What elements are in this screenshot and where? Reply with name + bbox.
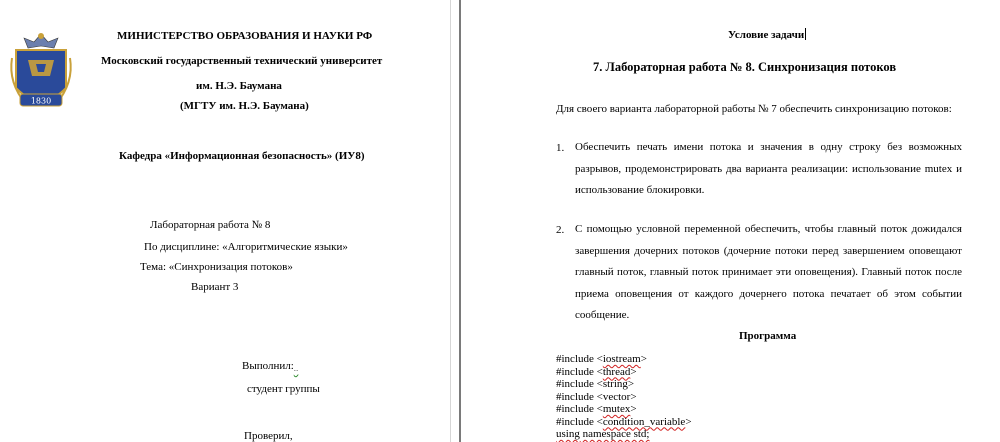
code-line-2-word: thread [602,365,631,378]
code-line-2-pre: #include < [556,365,603,378]
code-line-4: #include <vector> [556,390,637,403]
list-item-1-line-3: использование блокировки. [575,184,705,196]
task-heading[interactable] [728,28,806,41]
code-listing [556,353,692,441]
code-line-1-post: > [640,353,647,365]
student-group-label: студент группы [247,383,320,395]
university-crest-icon [6,28,76,116]
list-number-2: 2. [556,224,565,236]
code-line-1-word: iostream [602,353,641,365]
list-item-2-line-5: сообщение. [575,309,630,321]
code-line-5 [556,403,692,416]
code-line-6-pre: #include < [556,415,603,428]
topic-label: Тема: «Синхронизация потоков» [140,261,293,273]
section-title: 7. Лабораторная работа № 8. Синхронизация потоков [593,60,897,74]
list-item-1-line-2: разрывов, продемонстрировать два варианта реализации: использование mutex и [575,162,962,175]
code-line-2 [556,366,692,379]
list-item-2-line-2: завершения дочерних потоков (дочерние потоки перед завершением оповещают [575,244,962,257]
checked-label: Проверил, [244,430,293,442]
code-line-7-word: using [556,428,580,440]
university-name: Московский государственный технический университет [101,55,383,67]
university-abbr: (МГТУ им. Н.Э. Баумана) [180,100,309,112]
task-heading-text: Условие задачи [728,29,805,41]
list-item-2-line-3: главный поток, главный поток принимает эти оповещения). Главный поток после [575,266,962,278]
university-named-after: им. Н.Э. Баумана [196,80,282,92]
code-line-7-post: namespace std; [579,428,650,440]
discipline-label: По дисциплине: «Алгоритмические языки» [144,241,348,253]
text-cursor [805,28,806,40]
performed-label [242,360,298,373]
list-item-2 [575,219,962,327]
program-heading: Программа [739,330,797,342]
ministry-name: МИНИСТЕРСТВО ОБРАЗОВАНИЯ И НАУКИ РФ [117,30,373,42]
variant-label: Вариант 3 [191,281,239,293]
code-line-3: #include <string> [556,378,635,390]
code-line-1 [556,353,692,366]
page-gutter [450,0,481,442]
code-line-6-word: condition_variable [602,415,686,428]
page-edge [459,0,461,442]
title-page [0,0,450,442]
performed-text: Выполнил: [242,360,294,372]
list-item-2-line-4: приема оповещения от каждого дочернего потока печатает об этом событии [575,287,962,300]
department-name: Кафедра «Информационная безопасность» (ИУ8) [119,150,365,162]
lab-work-label: Лабораторная работа № 8 [150,219,271,231]
list-item-2-line-1: С помощью условной переменной обеспечить, чтобы главный поток дожидался [575,223,962,235]
list-item-1 [575,137,962,202]
performed-mark: ... [293,367,299,373]
list-number-1: 1. [556,142,565,154]
crest-year: 1830 [30,96,52,106]
code-line-5-word: mutex [602,403,631,415]
code-line-6-post: > [685,415,692,428]
list-item-1-line-1: Обеспечить печать имени потока и значения в одну строку без возможных [575,141,962,153]
code-line-2-post: > [630,365,637,378]
code-line-6 [556,416,692,429]
code-line-1-pre: #include < [556,353,603,365]
code-line-5-pre: #include < [556,403,603,415]
intro-text: Для своего варианта лабораторной работы № 7 обеспечить синхронизацию потоков: [556,103,952,115]
code-line-7 [556,428,692,441]
code-line-5-post: > [630,403,637,415]
